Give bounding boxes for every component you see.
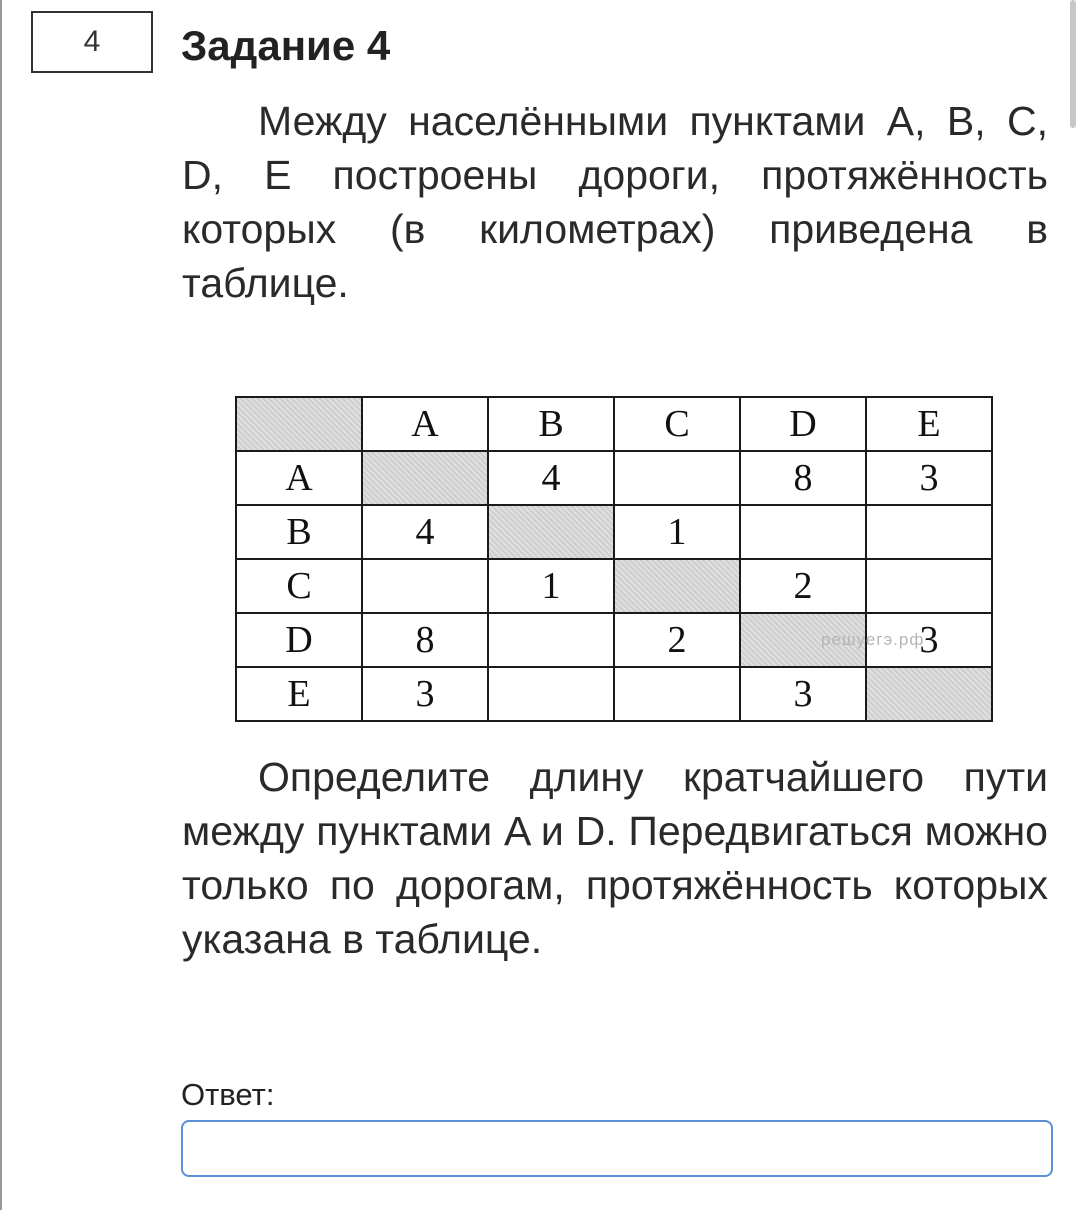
table-row-a [236,451,992,505]
task-title: Задание 4 [181,22,391,69]
table-cell-e-b [488,667,614,721]
site-watermark: решуегэ.рф [821,630,925,649]
table-cell-c-a [362,559,488,613]
question-paragraph: Определите длину кратчайшего пути между пунктами A и D. Передвигаться можно только по дорогам, протяжённость которых указана в таблице. [182,754,1048,962]
answer-label: Ответ: [181,1077,275,1112]
table-cell-c-e [866,559,992,613]
column-header-d: D [740,397,866,451]
table-cell-c-b: 1 [488,559,614,613]
table-cell-e-d: 3 [740,667,866,721]
table-cell-d-c: 2 [614,613,740,667]
column-header-a: A [362,397,488,451]
table-cell-c-d: 2 [740,559,866,613]
table-header-row [236,397,992,451]
row-header-a: A [236,451,362,505]
row-header-e: E [236,667,362,721]
table-cell-a-b: 4 [488,451,614,505]
table-cell-b-e [866,505,992,559]
row-header-b: B [236,505,362,559]
distance-table [235,396,993,722]
table-corner-cell [236,397,362,451]
table-row-c [236,559,992,613]
table-cell-a-e: 3 [866,451,992,505]
table-cell-d-d [740,613,925,667]
table-cell-a-a [362,451,488,505]
task-number: 4 [83,25,101,58]
table-row-d [236,613,992,667]
table-cell-d-e: 3 [866,613,992,667]
table-cell-e-a: 3 [362,667,488,721]
table-cell-b-c: 1 [614,505,740,559]
table-cell-a-d: 8 [740,451,866,505]
column-header-b: B [488,397,614,451]
table-cell-b-b [488,505,614,559]
table-cell-d-b [488,613,614,667]
table-cell-c-c [614,559,740,613]
task-number-box [31,11,153,73]
intro-paragraph: Между населёнными пунктами A, B, C, D, E построены дороги, протяжённость которых (в километрах) приведена в таблице. [182,98,1048,306]
table-cell-d-a: 8 [362,613,488,667]
table-cell-b-d [740,505,866,559]
column-header-c: C [614,397,740,451]
column-header-e: E [866,397,992,451]
scrollbar-thumb[interactable] [1070,0,1076,128]
table-cell-a-c [614,451,740,505]
row-header-c: C [236,559,362,613]
table-row-e [236,667,992,721]
table-cell-e-c [614,667,740,721]
answer-input[interactable] [181,1120,1053,1177]
table-row-b [236,505,992,559]
row-header-d: D [236,613,362,667]
table-cell-b-a: 4 [362,505,488,559]
left-border-line [0,0,2,1210]
table-cell-e-e [866,667,992,721]
